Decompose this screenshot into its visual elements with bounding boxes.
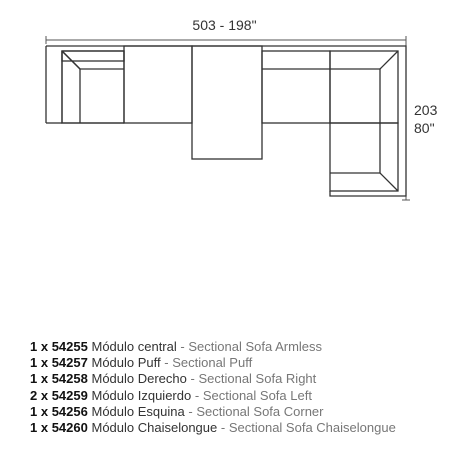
legend-code: 54259	[51, 387, 88, 403]
legend-qty: 1 x	[30, 420, 49, 436]
legend-code: 54258	[51, 371, 88, 387]
legend-name-es: Módulo Chaiselongue	[91, 420, 218, 436]
width-dimension-label: 503 - 198"	[192, 17, 257, 33]
legend-qty: 1 x	[30, 355, 49, 371]
module-left-end	[62, 51, 124, 123]
sofa-outline	[46, 46, 406, 196]
width-dimension-line	[46, 36, 406, 44]
legend-row: 1 x 54260 Módulo Chaiselongue - Sectional Sofa Chaiselongue	[30, 420, 396, 436]
legend-row: 1 x 54255 Módulo central - Sectional Sofa Armless	[30, 339, 323, 354]
legend-qty: 2 x	[30, 387, 49, 403]
module-armless	[124, 46, 192, 123]
legend-name-en: Sectional Sofa Armless	[188, 339, 323, 354]
legend-name-en: Sectional Sofa Corner	[196, 403, 324, 419]
depth-in: 80"	[414, 120, 435, 136]
legend-name-es: Módulo Izquierdo	[91, 387, 192, 403]
module-left-2	[262, 51, 330, 123]
legend-code: 54257	[51, 355, 88, 371]
legend-row: 2 x 54259 Módulo Izquierdo - Sectional Sofa Left	[30, 387, 312, 403]
module-puff	[192, 46, 262, 159]
legend-name-en: Sectional Sofa Chaiselongue	[228, 420, 396, 436]
modules-legend	[30, 339, 396, 436]
legend-name-en: Sectional Sofa Right	[198, 371, 317, 387]
legend-name-es: Módulo central	[91, 339, 177, 354]
legend-code: 54260	[51, 420, 88, 436]
legend-row: 1 x 54256 Módulo Esquina - Sectional Sofa Corner	[30, 403, 324, 419]
legend-qty: 1 x	[30, 371, 49, 387]
legend-row: 1 x 54257 Módulo Puff - Sectional Puff	[30, 355, 253, 371]
legend-code: 54256	[51, 403, 88, 419]
legend-code: 54255	[51, 339, 88, 354]
legend-name-es: Módulo Esquina	[91, 403, 185, 419]
depth-cm: 203	[414, 102, 438, 118]
legend-name-en: Sectional Sofa Left	[202, 387, 312, 403]
legend-qty: 1 x	[30, 403, 49, 419]
legend-name-es: Módulo Puff	[91, 355, 161, 371]
legend-name-en: Sectional Puff	[172, 355, 253, 371]
depth-dimension-label	[414, 101, 437, 137]
legend-row: 1 x 54258 Módulo Derecho - Sectional Sofa Right	[30, 371, 317, 387]
legend-name-es: Módulo Derecho	[91, 371, 187, 387]
legend-qty: 1 x	[30, 339, 49, 354]
